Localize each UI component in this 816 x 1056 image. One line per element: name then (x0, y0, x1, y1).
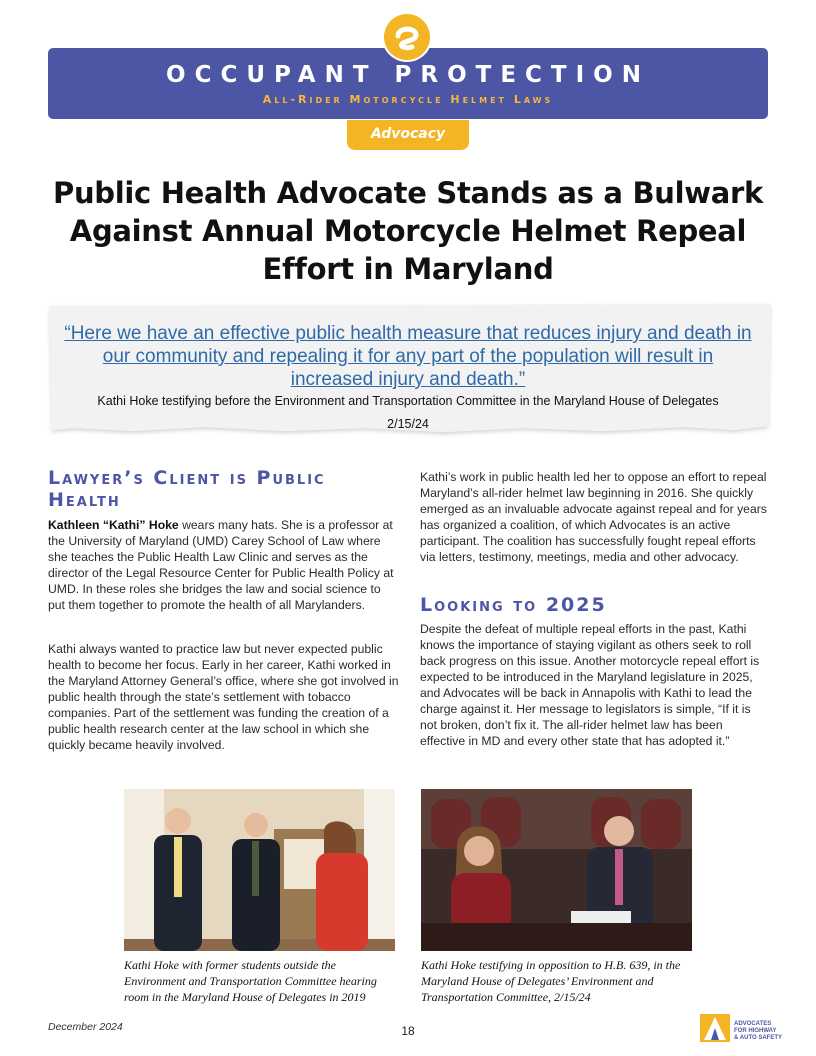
seat-belt-logo-icon (384, 14, 430, 60)
paragraph-looking-ahead: Despite the defeat of multiple repeal efforts in the past, Kathi knows the importance of staying vigilant as others seek to roll back progress on this issue. Another motorcycle repeal effort is expected to be introduced in the Maryland legislature in 2025, and Advocates will be back in Annapolis with Kathi to lead the charge against it. Her message to legislators is simple, “If it is not broken, don’t fix it. The all-rider helmet law has been effective in MD and every other state that has adopted it.” (420, 622, 760, 748)
page-title: Public Health Advocate Stands as a Bulwark Against Annual Motorcycle Helmet Repeal Effort in Maryland (52, 176, 763, 286)
pull-quote: “Here we have an effective public health measure that reduces injury and death in our community and repealing it for any part of the population will result in increased injury and death.” (64, 323, 752, 390)
intro-text: wears many hats. She is a professor at the University of Maryland (UMD) Carey School of Law where she teaches the Public Health Law Clinic and serves as the director of the Legal Resource Center for Public Health Policy at UMD. In these roles she bridges the law and social science to put them together to promote the health of all Marylanders. (48, 518, 394, 612)
heading-line-2: Health (48, 489, 121, 511)
advocacy-label: Advocacy (370, 126, 446, 142)
photo-testimony (421, 789, 692, 951)
page-number: 18 (401, 1024, 415, 1038)
quote-date: 2/15/24 (387, 417, 429, 431)
section-heading-looking-2025: Looking to 2025 (420, 594, 607, 616)
logo-text-line-3: & AUTO SAFETY (734, 1035, 783, 1041)
advocates-logo-icon (700, 1014, 730, 1042)
paragraph-career: Kathi always wanted to practice law but never expected public health to become her focus. Early in her career, Kathi worked in the Maryland Attorney General’s office, where she got involved in public health through the state’s settlement with tobacco companies. Part of the settlement was funding the creation of a public health research center at the law school in which she quickly became heavily involved. (48, 642, 399, 752)
banner-title: OCCUPANT PROTECTION (166, 62, 650, 88)
paragraph-coalition: Kathi’s work in public health led her to oppose an effort to repeal Maryland’s all-rider helmet law beginning in 2016. She quickly emerged as an invaluable advocate against repeal and for years has organized a coalition, of which Advocates is an active participant. The coalition has successfully fought repeal efforts via letters, testimony, meetings, media and other advocacy. (420, 470, 767, 564)
photo-former-students (124, 789, 395, 951)
advocates-logo-text (734, 1021, 782, 1042)
person-name: Kathleen “Kathi” Hoke (48, 518, 179, 532)
logo-text-line-1: ADVOCATES (734, 1021, 772, 1027)
banner-subtitle: All-Rider Motorcycle Helmet Laws (262, 93, 554, 106)
right-photo-caption: Kathi Hoke testifying in opposition to H.B. 639, in the Maryland House of Delegates’ Environment and Transportation Committee, 2/15/24 (421, 958, 681, 1004)
left-photo-caption: Kathi Hoke with former students outside the Environment and Transportation Committee hearing room in the Maryland House of Delegates in 2019 (124, 958, 377, 1004)
logo-text-line-2: FOR HIGHWAY (734, 1028, 777, 1034)
paragraph-intro (48, 517, 400, 613)
quote-attribution: Kathi Hoke testifying before the Environment and Transportation Committee in the Maryland House of Delegates (97, 394, 719, 408)
section-heading-lawyers-client (48, 467, 408, 511)
heading-line-1: Lawyer’s Client is Public (48, 467, 326, 489)
footer-date: December 2024 (48, 1021, 123, 1033)
advocacy-tab (347, 120, 469, 150)
